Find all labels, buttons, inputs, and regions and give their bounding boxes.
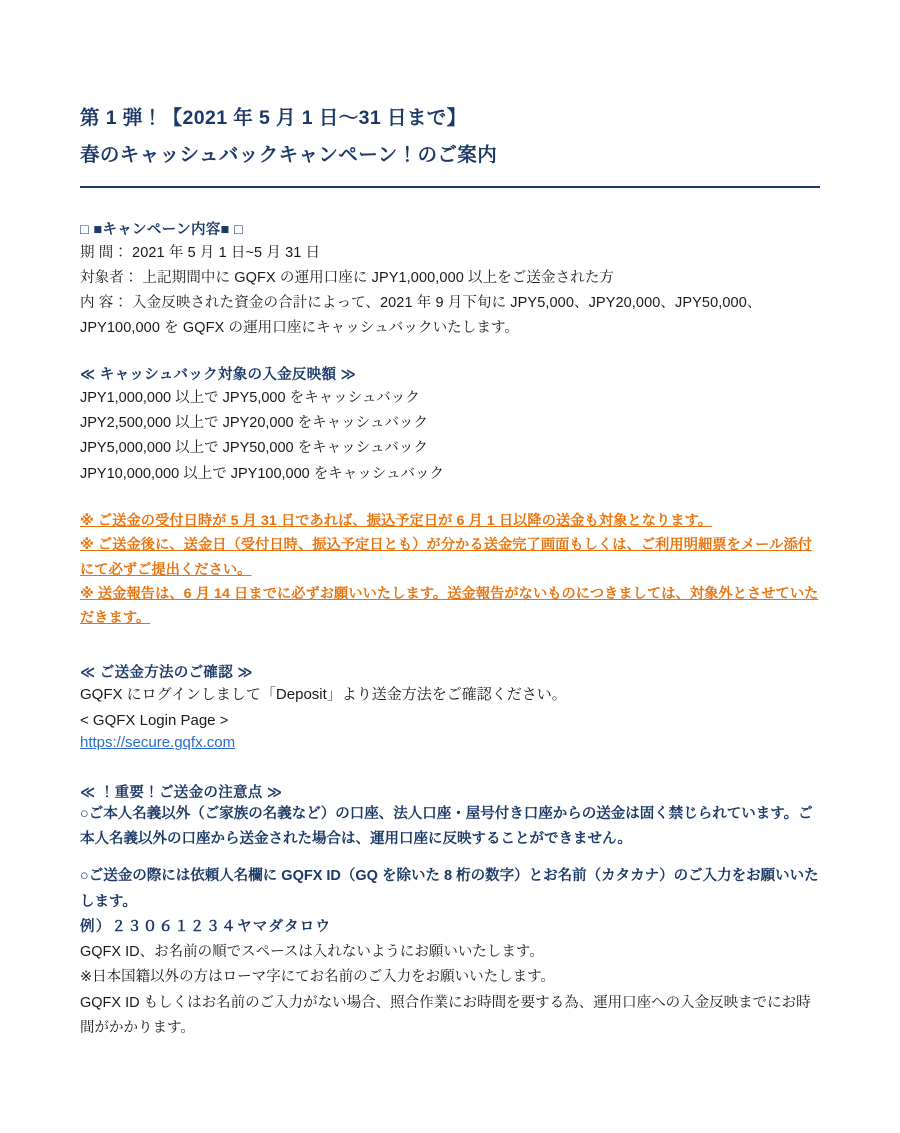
campaign-section-heading: □ ■キャンペーン内容■ □ xyxy=(80,222,243,239)
spacer-3 xyxy=(80,631,820,661)
important-detail-2: ※日本国籍以外の方はローマ字にてお名前のご入力をお願いいたします。 xyxy=(80,969,555,986)
campaign-section xyxy=(80,218,820,341)
important-detail-1: GQFX ID、お名前の順でスペースは入れないようにお願いいたします。 xyxy=(80,944,544,961)
important-instruction: ○ご送金の際には依頼人名欄に GQFX ID（GQ を除いた 8 桁の数字）とお名前（カタカナ）のご入力をお願いいたします。 xyxy=(80,868,819,910)
notes-section xyxy=(80,509,820,631)
campaign-detail-line-2: JPY100,000 を GQFX の運用口座にキャッシュバックいたします。 xyxy=(80,319,520,336)
transfer-instruction: GQFX にログインしまして「Deposit」より送金方法をご確認ください。 xyxy=(80,685,567,703)
spacer-5 xyxy=(80,852,820,864)
document-title xyxy=(80,100,820,174)
cashback-tier-2: JPY2,500,000 以上で JPY20,000 をキャッシュバック xyxy=(80,415,428,432)
login-page-link[interactable]: https://secure.gqfx.com xyxy=(80,734,236,752)
title-line-2: 春のキャッシュバックキャンペーン！のご案内 xyxy=(80,144,498,167)
login-page-label: < GQFX Login Page > xyxy=(80,711,229,729)
transfer-section-heading: ≪ ご送金方法のご確認 ≫ xyxy=(80,664,253,681)
campaign-detail-line-1: 内 容： 入金反映された資金の合計によって、2021 年 9 月下旬に JPY5,000、JPY20,000、JPY50,000、 xyxy=(80,294,762,311)
note-2: ※ ご送金後に、送金日（受付日時、振込予定日とも）が分かる送金完了画面もしくは、ご利用明細票をメール添付にて必ずご提出ください。 xyxy=(80,537,813,578)
title-divider xyxy=(80,186,820,188)
important-warning: ○ご本人名義以外（ご家族の名義など）の口座、法人口座・屋号付き口座からの送金は固く禁じられています。ご本人名義以外の口座から送金された場合は、運用口座に反映することができません。 xyxy=(80,806,813,848)
transfer-method-section xyxy=(80,661,820,751)
cashback-tier-4: JPY10,000,000 以上で JPY100,000 をキャッシュバック xyxy=(80,465,444,482)
important-detail-3: GQFX ID もしくはお名前のご入力がない場合、照合作業にお時間を要する為、運用口座への入金反映までにお時間がかかります。 xyxy=(80,994,811,1036)
title-line-1: 第 1 弾！【2021 年 5 月 1 日～31 日まで】 xyxy=(80,107,467,129)
important-section-heading: ≪ ！重要！ご送金の注意点 ≫ xyxy=(80,785,283,802)
campaign-target-line: 対象者： 上記期間中に GQFX の運用口座に JPY1,000,000 以上をご送金された方 xyxy=(80,270,615,287)
note-1: ※ ご送金の受付日時が 5 月 31 日であれば、振込予定日が 6 月 1 日以降の送金も対象となります。 xyxy=(80,512,713,529)
campaign-period-line: 期 間： 2021 年 5 月 1 日~5 月 31 日 xyxy=(80,245,321,262)
important-example: 例）２３０６１２３４ヤマダタロウ xyxy=(80,918,332,935)
cashback-tier-1: JPY1,000,000 以上で JPY5,000 をキャッシュバック xyxy=(80,389,420,406)
cashback-section xyxy=(80,363,820,487)
spacer-2 xyxy=(80,487,820,509)
spacer-1 xyxy=(80,341,820,363)
spacer-4 xyxy=(80,751,820,781)
note-3: ※ 送金報告は、6 月 14 日までに必ずお願いいたします。送金報告がないものにつきましては、対象外とさせていただきます。 xyxy=(80,585,819,627)
cashback-section-heading: ≪ キャッシュバック対象の入金反映額 ≫ xyxy=(80,366,357,383)
important-section xyxy=(80,781,820,1041)
cashback-tier-3: JPY5,000,000 以上で JPY50,000 をキャッシュバック xyxy=(80,440,428,457)
